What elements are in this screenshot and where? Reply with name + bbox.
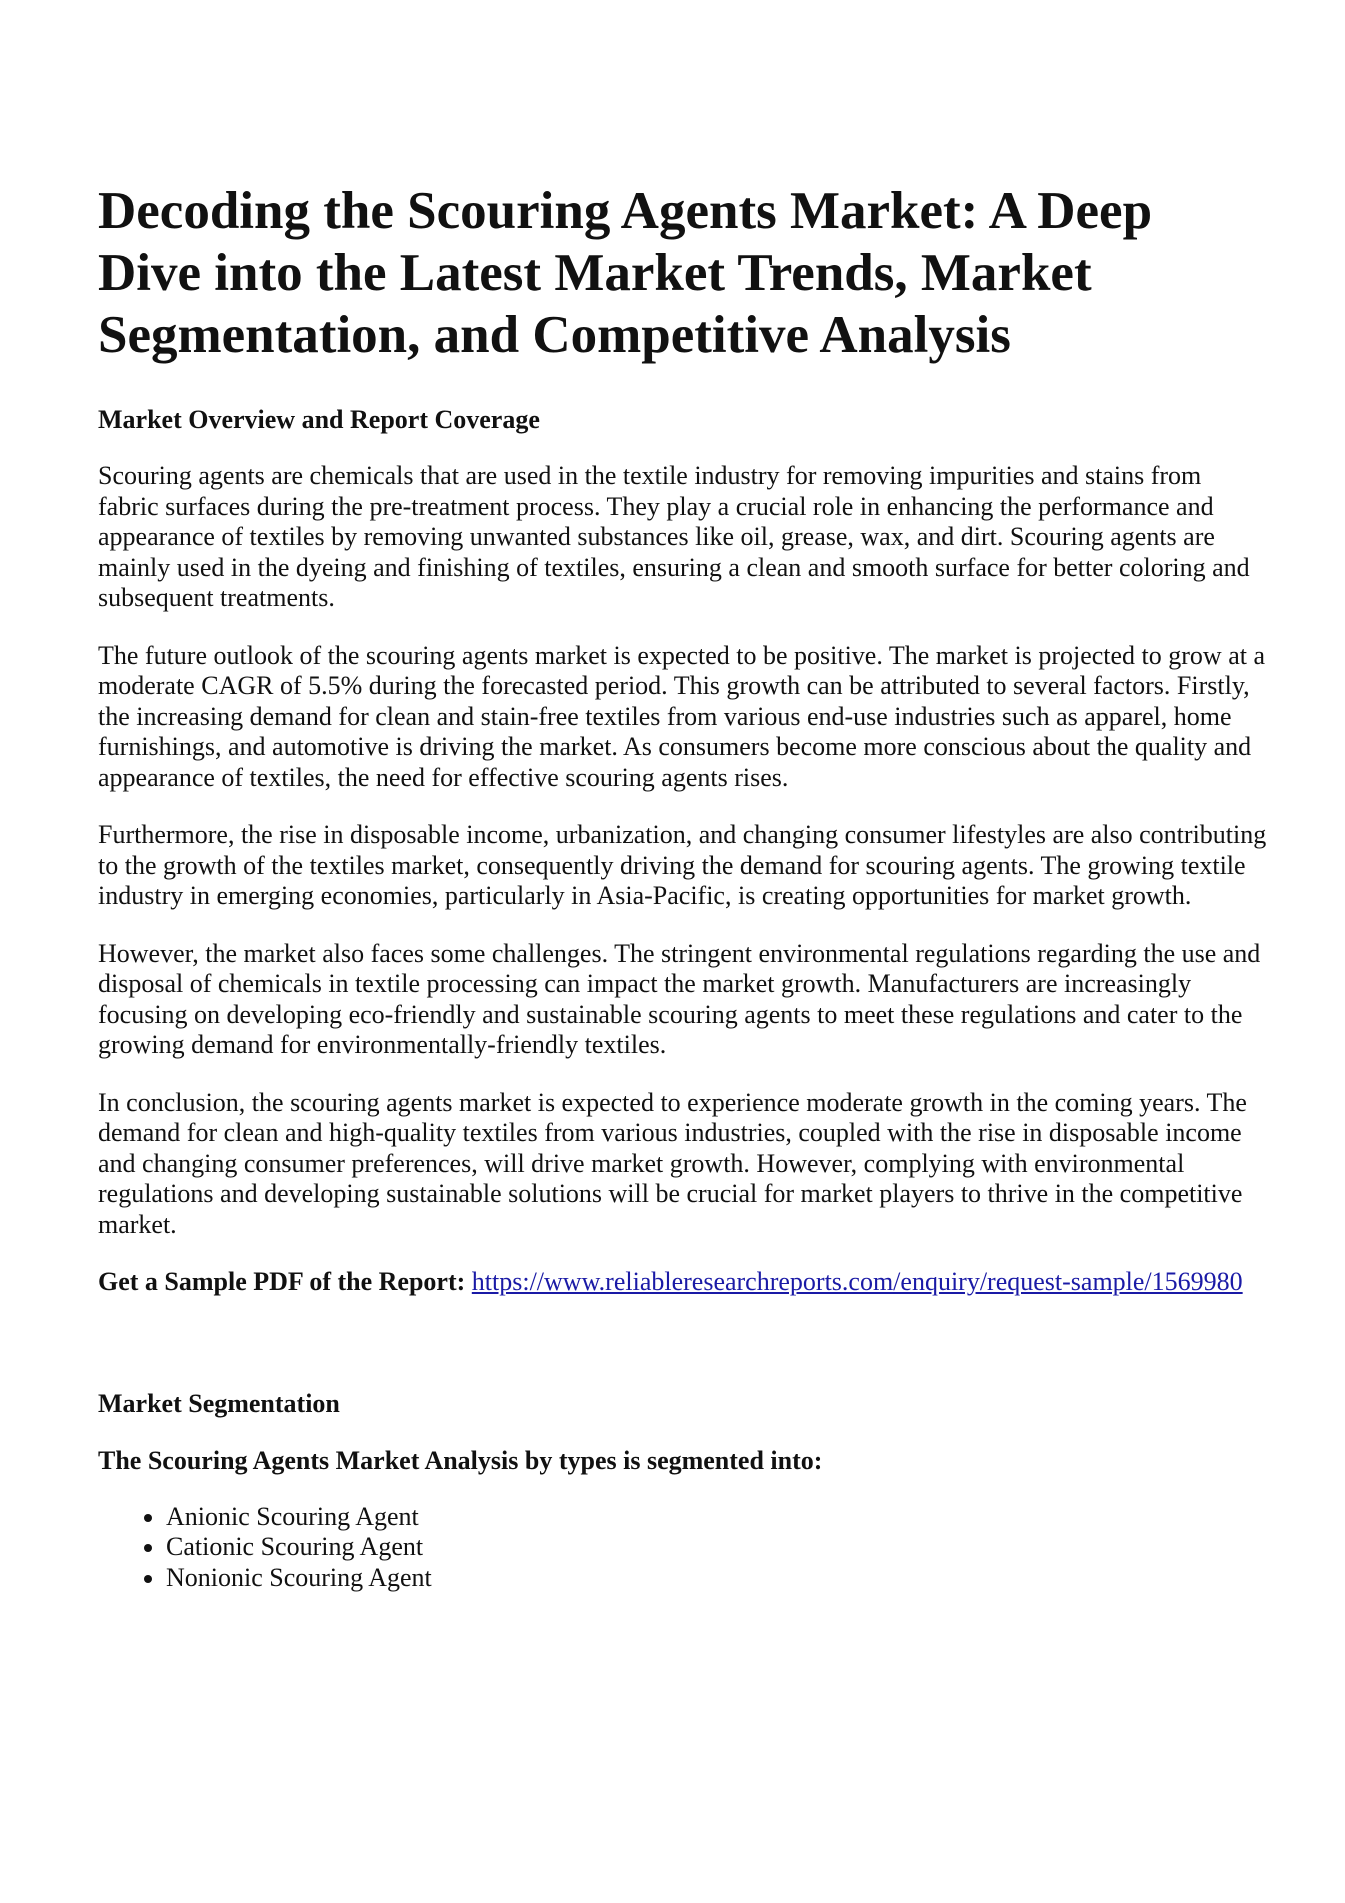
overview-paragraph-4: However, the market also faces some challenges. The stringent environmental regulations regarding the use and disposal of chemicals in textile processing can impact the market growth. Manufacturers are increasingly focusing on developing eco-friendly and sustainable scouring agents to meet these regulations and cater to the growing demand for environmentally-friendly textiles.	[98, 938, 1261, 1059]
overview-paragraph-3: Furthermore, the rise in disposable income, urbanization, and changing consumer lifestyles are also contributing to the growth of the textiles market, consequently driving the demand for scouring agents. The growing textile industry in emerging economies, particularly in Asia-Pacific, is creating opportunities for market growth.	[98, 820, 1267, 910]
types-list	[98, 1502, 1268, 1594]
list-item: • Anionic Scouring Agent	[166, 1502, 1268, 1533]
list-item: • Nonionic Scouring Agent	[166, 1563, 1268, 1594]
document-page	[98, 180, 1268, 1593]
sample-pdf-line	[98, 1267, 1268, 1298]
market-segmentation-heading: Market Segmentation	[98, 1388, 340, 1418]
sample-pdf-link[interactable]: https://www.reliableresearchreports.com/enquiry/request-sample/1569980	[471, 1267, 1243, 1296]
overview-paragraph-5: In conclusion, the scouring agents market is expected to experience moderate growth in the coming years. The demand for clean and high-quality textiles from various industries, coupled with the rise in disposable income and changing consumer preferences, will drive market growth. However, complying with environmental regulations and developing sustainable solutions will be crucial for market players to thrive in the competitive market.	[98, 1087, 1247, 1239]
overview-paragraph-1: Scouring agents are chemicals that are used in the textile industry for removing impurities and stains from fabric surfaces during the pre-treatment process. They play a crucial role in enhancing the performance and appearance of textiles by removing unwanted substances like oil, grease, wax, and dirt. Scouring agents are mainly used in the dyeing and finishing of textiles, ensuring a clean and smooth surface for better coloring and subsequent treatments.	[98, 461, 1250, 612]
list-item: • Cationic Scouring Agent	[166, 1532, 1268, 1563]
market-segmentation-section	[98, 1388, 1268, 1594]
sample-pdf-label: Get a Sample PDF of the Report:	[98, 1267, 466, 1296]
market-overview-section	[98, 404, 1268, 1240]
page-title: Decoding the Scouring Agents Market: A Deep Dive into the Latest Market Trends, Market Segmentation, and Competitive Analysis	[98, 182, 1153, 364]
market-overview-heading: Market Overview and Report Coverage	[98, 405, 540, 434]
types-heading: The Scouring Agents Market Analysis by types is segmented into:	[98, 1445, 823, 1475]
overview-paragraph-2: The future outlook of the scouring agents market is expected to be positive. The market is projected to grow at a moderate CAGR of 5.5% during the forecasted period. This growth can be attributed to several factors. Firstly, the increasing demand for clean and stain-free textiles from various end-use industries such as apparel, home furnishings, and automotive is driving the market. As consumers become more conscious about the quality and appearance of textiles, the need for effective scouring agents rises.	[98, 640, 1266, 792]
